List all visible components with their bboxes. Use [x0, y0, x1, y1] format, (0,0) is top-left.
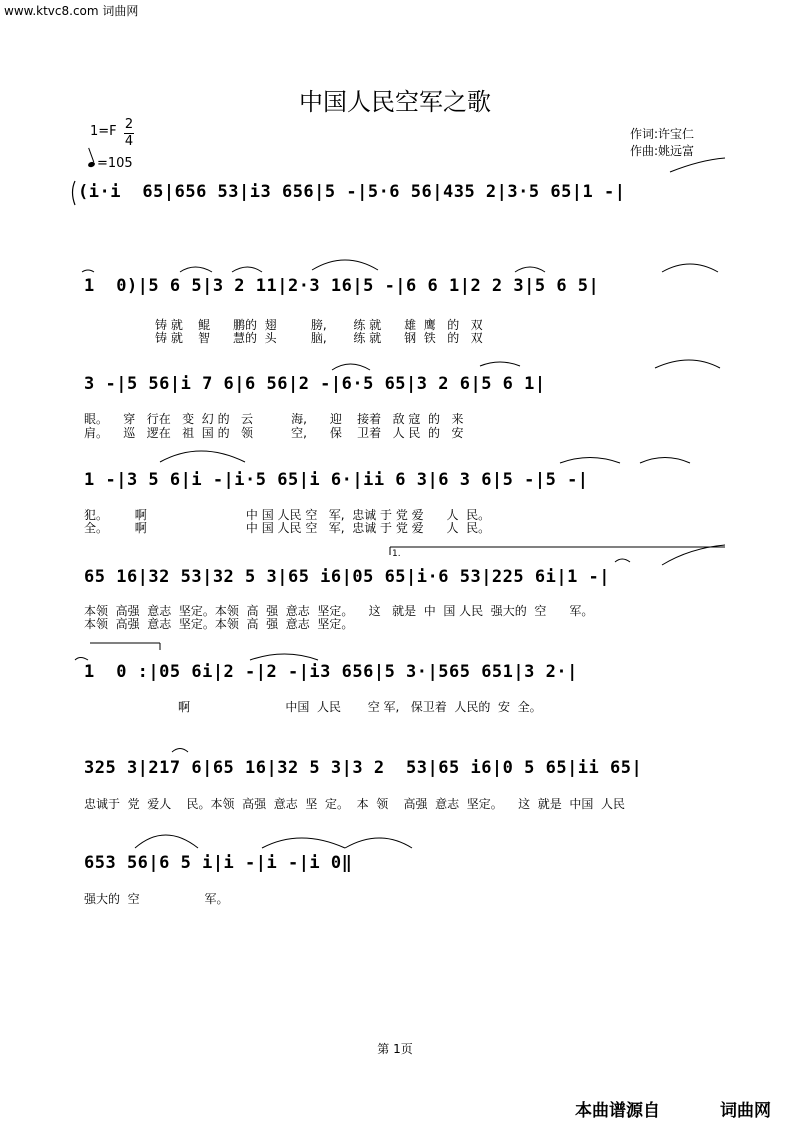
notation-row-5: 65 16|32 53|32 5 3|65 i6|05 65|i·6 53|225 6i|1 -|: [84, 567, 611, 587]
time-signature: [124, 118, 134, 149]
quarter-note-icon: [87, 161, 95, 168]
lyric-row-7: 忠诚于 党 爱人 民。本领 高强 意志 坚 定。 本 领 高强 意志 坚定。 这 就是 中国 人民: [84, 797, 625, 811]
footer-site-link[interactable]: 词曲网: [720, 1101, 771, 1121]
footer-source: 本曲谱源自: [575, 1101, 660, 1121]
tempo-value: =105: [97, 156, 133, 171]
notation-row-3: 3 -|5 56|i 7 6|6 56|2 -|6·5 65|3 2 6|5 6 1|: [84, 374, 546, 394]
song-title: 中国人民空军之歌: [299, 88, 491, 116]
key-signature: [90, 117, 134, 149]
notation-row-1: (i·i 65|656 53|i3 656|5 -|5·6 56|435 2|3·5 65|1 -|: [78, 182, 626, 202]
page-number: 第 1页: [377, 1042, 413, 1056]
lyric-row-8: 强大的 空 军。: [84, 892, 229, 906]
site-header[interactable]: www.ktvc8.com 词曲网: [4, 4, 139, 18]
lyric-row-4-verse-1: 犯。 啊 中 国 人民 空 军, 忠诚 于 党 爱 人 民。: [84, 508, 491, 522]
lyric-row-3-verse-2: 肩。 巡 逻在 祖 国 的 领 空, 保 卫着 人 民 的 安: [84, 426, 464, 440]
lyricist: 作词:许宝仁: [630, 127, 695, 141]
lyric-row-3-verse-1: 眼。 穿 行在 变 幻 的 云 海, 迎 接着 敌 寇 的 来: [84, 412, 464, 426]
time-top: 2: [124, 117, 134, 132]
tempo-marking: [88, 156, 133, 171]
key-label: 1=F: [90, 124, 117, 139]
notation-row-2: 1 0)|5 6 5|3 2 11|2·3 16|5 -|6 6 1|2 2 3|5 6 5|: [84, 276, 600, 296]
notation-row-8: 653 56|6 5 i|i -|i -|i 0‖: [84, 853, 353, 873]
credits: [630, 126, 694, 160]
notation-row-7: 325 3|217 6|65 16|32 5 3|3 2 53|65 i6|0 5 65|ii 65|: [84, 758, 643, 778]
lyric-row-6: 啊 中国 人民 空 军, 保卫着 人民的 安 全。: [178, 700, 542, 714]
lyric-row-5-verse-1: 本领 高强 意志 坚定。本领 高 强 意志 坚定。 这 就是 中 国 人民 强大的 空 军。: [84, 604, 594, 618]
lyric-row-5-verse-2: 本领 高强 意志 坚定。本领 高 强 意志 坚定。: [84, 617, 354, 631]
lyric-row-2-verse-1: 铸 就 鲲 鹏的 翅 膀, 练 就 雄 鹰 的 双: [155, 318, 483, 332]
notation-row-6: 1 0 :|05 6i|2 -|2 -|i3 656|5 3·|565 651|3 2·|: [84, 662, 578, 682]
notation-row-4: 1 -|3 5 6|i -|i·5 65|i 6·|ii 6 3|6 3 6|5 -|5 -|: [84, 470, 589, 490]
volta-label: 1.: [392, 549, 401, 559]
composer: 作曲:姚远富: [630, 144, 695, 158]
lyric-row-4-verse-2: 全。 啊 中 国 人民 空 军, 忠诚 于 党 爱 人 民。: [84, 521, 491, 535]
time-bottom: 4: [124, 134, 134, 149]
lyric-row-2-verse-2: 铸 就 智 慧的 头 脑, 练 就 钢 铁 的 双: [155, 331, 483, 345]
